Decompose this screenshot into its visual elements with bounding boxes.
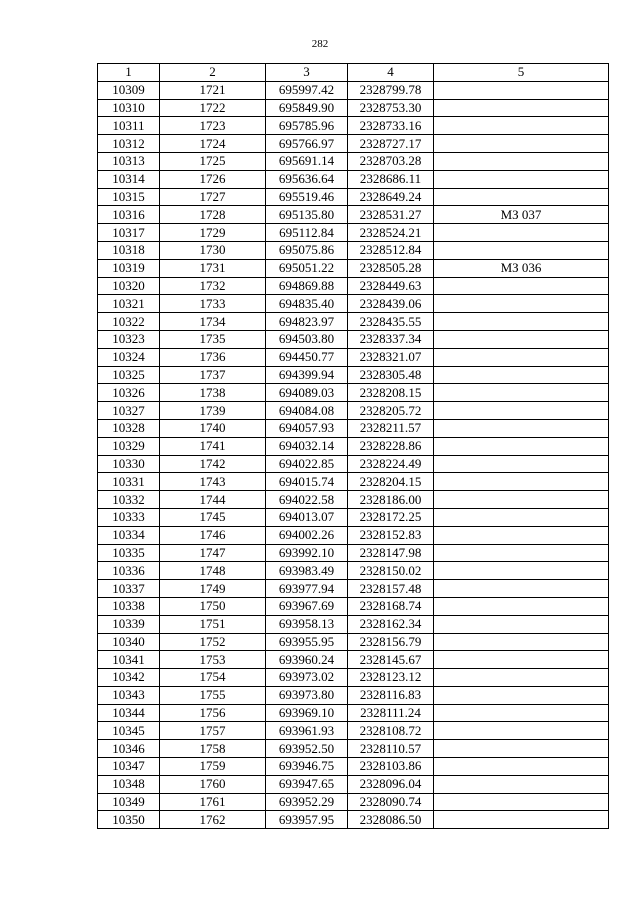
table-cell: 2328157.48 [348,580,434,598]
table-cell [434,669,609,687]
table-cell: 1722 [160,99,266,117]
table-cell [434,402,609,420]
table-body [98,81,609,828]
table-cell: 2328512.84 [348,241,434,259]
table-cell: 693955.95 [266,633,348,651]
table-cell [434,544,609,562]
table-cell: 1739 [160,402,266,420]
table-cell: 1762 [160,811,266,829]
table-cell: 694002.26 [266,526,348,544]
table-cell [434,366,609,384]
table-row [98,580,609,598]
table-cell: 10329 [98,437,160,455]
table-row [98,135,609,153]
table-cell: 1743 [160,473,266,491]
table-cell: 2328449.63 [348,277,434,295]
table-cell: 2328439.06 [348,295,434,313]
table-row [98,722,609,740]
table-row [98,508,609,526]
table-cell [434,758,609,776]
table-cell: 1745 [160,508,266,526]
table-row [98,224,609,242]
table-cell: 10333 [98,508,160,526]
table-cell [434,580,609,598]
table-cell: 1723 [160,117,266,135]
table-row [98,473,609,491]
table-cell: 10338 [98,597,160,615]
table-row [98,686,609,704]
table-cell: 693977.94 [266,580,348,598]
table-cell: 2328150.02 [348,562,434,580]
table-cell: 1748 [160,562,266,580]
table-cell [434,348,609,366]
table-cell: 695997.42 [266,81,348,99]
table-cell: 2328531.27 [348,206,434,224]
table-cell: 1731 [160,259,266,277]
table-cell: 695051.22 [266,259,348,277]
table-cell [434,295,609,313]
table-cell: 1736 [160,348,266,366]
table-row [98,366,609,384]
table-cell: 2328116.83 [348,686,434,704]
table-cell [434,455,609,473]
table-cell: 695785.96 [266,117,348,135]
table-cell: 1740 [160,419,266,437]
table-cell [434,722,609,740]
table-cell: 10324 [98,348,160,366]
table-cell: 694450.77 [266,348,348,366]
table-row [98,170,609,188]
table-cell: 1753 [160,651,266,669]
table-cell: 10341 [98,651,160,669]
table-cell: 10323 [98,330,160,348]
coordinates-table [97,63,609,829]
table-cell: 2328686.11 [348,170,434,188]
table-row [98,206,609,224]
table-cell: 10348 [98,775,160,793]
table-cell: 2328224.49 [348,455,434,473]
table-cell: 1754 [160,669,266,687]
table-row [98,99,609,117]
table-row [98,704,609,722]
table-cell: 10309 [98,81,160,99]
table-cell: 2328505.28 [348,259,434,277]
table-cell [434,491,609,509]
table-cell [434,224,609,242]
table-cell: 693973.80 [266,686,348,704]
table-row [98,81,609,99]
table-cell: 10332 [98,491,160,509]
table-cell: 1751 [160,615,266,633]
table-row [98,491,609,509]
table-cell: 1752 [160,633,266,651]
table-row [98,295,609,313]
table-cell [434,99,609,117]
table-cell: 1730 [160,241,266,259]
table-row [98,597,609,615]
table-cell: 10340 [98,633,160,651]
table-cell: 693960.24 [266,651,348,669]
table-cell [434,384,609,402]
table-row [98,455,609,473]
table-row [98,758,609,776]
table-cell: 695766.97 [266,135,348,153]
table-cell: 10342 [98,669,160,687]
table-cell: 10334 [98,526,160,544]
table-cell: 693957.95 [266,811,348,829]
table-cell: 693947.65 [266,775,348,793]
table-cell: 1738 [160,384,266,402]
table-cell: 2328186.00 [348,491,434,509]
table-cell: 2328205.72 [348,402,434,420]
table-cell: 694032.14 [266,437,348,455]
table-row [98,313,609,331]
table-cell: 2328147.98 [348,544,434,562]
table-cell: 2328090.74 [348,793,434,811]
table-cell: 10345 [98,722,160,740]
table-cell: 695849.90 [266,99,348,117]
table-cell: 10344 [98,704,160,722]
column-header: 1 [98,64,160,82]
table-row [98,330,609,348]
table-cell: 2328211.57 [348,419,434,437]
table-cell: 2328172.25 [348,508,434,526]
table-cell [434,651,609,669]
table-cell: 2328111.24 [348,704,434,722]
table-cell: 10343 [98,686,160,704]
table-row [98,651,609,669]
table-cell: 10335 [98,544,160,562]
table-cell [434,313,609,331]
table-row [98,633,609,651]
table-cell: 1734 [160,313,266,331]
table-cell [434,793,609,811]
column-header: 3 [266,64,348,82]
table-cell [434,419,609,437]
table-cell: 693958.13 [266,615,348,633]
table-cell: 2328208.15 [348,384,434,402]
table-cell: 2328156.79 [348,633,434,651]
table-cell: 1742 [160,455,266,473]
table-cell: 1756 [160,704,266,722]
table-cell: 10337 [98,580,160,598]
table-cell: 10339 [98,615,160,633]
table-cell: 693967.69 [266,597,348,615]
table-row [98,384,609,402]
table-row [98,188,609,206]
column-header: 2 [160,64,266,82]
table-cell: 2328305.48 [348,366,434,384]
table-row [98,775,609,793]
table-cell: 2328649.24 [348,188,434,206]
table-row [98,811,609,829]
table-cell: 2328096.04 [348,775,434,793]
table-cell: 1729 [160,224,266,242]
table-cell: 2328110.57 [348,740,434,758]
table-cell: 1725 [160,152,266,170]
table-row [98,348,609,366]
table-cell: 1747 [160,544,266,562]
table-cell: 694399.94 [266,366,348,384]
table-cell: МЗ 036 [434,259,609,277]
table-cell: МЗ 037 [434,206,609,224]
table-cell: 2328204.15 [348,473,434,491]
table-cell: 1737 [160,366,266,384]
table-cell [434,686,609,704]
table-row [98,544,609,562]
table-cell: 10346 [98,740,160,758]
table-row [98,526,609,544]
table-cell: 10314 [98,170,160,188]
table-cell: 1726 [160,170,266,188]
column-header: 5 [434,64,609,82]
table-row [98,241,609,259]
table-cell: 1744 [160,491,266,509]
table-cell: 10327 [98,402,160,420]
table-cell: 10310 [98,99,160,117]
table-cell: 1741 [160,437,266,455]
table-cell: 2328152.83 [348,526,434,544]
table-cell [434,437,609,455]
table-cell: 1757 [160,722,266,740]
table-cell [434,704,609,722]
table-cell [434,508,609,526]
table-cell [434,135,609,153]
table-cell [434,170,609,188]
table-row [98,562,609,580]
table-cell: 10315 [98,188,160,206]
table-cell [434,117,609,135]
table-cell: 10331 [98,473,160,491]
table-row [98,259,609,277]
table-cell [434,241,609,259]
table-cell: 694022.58 [266,491,348,509]
table-cell: 10317 [98,224,160,242]
table-cell: 695636.64 [266,170,348,188]
table-cell: 1728 [160,206,266,224]
table-cell: 2328703.28 [348,152,434,170]
table-cell: 2328753.30 [348,99,434,117]
table-cell [434,597,609,615]
table-cell: 1750 [160,597,266,615]
page-number: 282 [311,38,329,50]
table-row [98,152,609,170]
table-cell: 10320 [98,277,160,295]
table-cell: 10336 [98,562,160,580]
table-cell [434,740,609,758]
table-cell: 10349 [98,793,160,811]
table-cell: 1761 [160,793,266,811]
table-cell: 1733 [160,295,266,313]
table-cell: 10350 [98,811,160,829]
table-cell: 10328 [98,419,160,437]
table-cell: 2328727.17 [348,135,434,153]
table-cell: 2328123.12 [348,669,434,687]
table-cell: 693946.75 [266,758,348,776]
table-cell: 1746 [160,526,266,544]
table-cell [434,811,609,829]
table-cell [434,633,609,651]
table-cell: 695112.84 [266,224,348,242]
table-row [98,117,609,135]
table-cell: 2328524.21 [348,224,434,242]
table-cell [434,775,609,793]
table-cell: 10312 [98,135,160,153]
table-cell: 693952.50 [266,740,348,758]
table-cell: 2328337.34 [348,330,434,348]
table-cell: 694022.85 [266,455,348,473]
table-cell: 1732 [160,277,266,295]
table-cell: 2328733.16 [348,117,434,135]
table-cell: 10322 [98,313,160,331]
table-row [98,402,609,420]
table-cell [434,615,609,633]
table-cell: 1758 [160,740,266,758]
table-cell [434,473,609,491]
table-cell: 693992.10 [266,544,348,562]
table-cell: 693961.93 [266,722,348,740]
table-cell: 1759 [160,758,266,776]
table-cell: 2328168.74 [348,597,434,615]
table-cell: 694089.03 [266,384,348,402]
table-cell: 1721 [160,81,266,99]
column-header: 4 [348,64,434,82]
table-cell [434,277,609,295]
table-cell [434,188,609,206]
table-cell: 10316 [98,206,160,224]
table-cell: 2328162.34 [348,615,434,633]
table-cell: 2328435.55 [348,313,434,331]
table-cell: 10321 [98,295,160,313]
table-cell: 2328108.72 [348,722,434,740]
table-cell: 693973.02 [266,669,348,687]
table-cell: 694013.07 [266,508,348,526]
table-cell: 10318 [98,241,160,259]
table-cell: 695691.14 [266,152,348,170]
table-cell: 1755 [160,686,266,704]
table-cell: 10347 [98,758,160,776]
table-cell: 2328103.86 [348,758,434,776]
table-cell: 694823.97 [266,313,348,331]
table-cell [434,562,609,580]
table-cell: 2328086.50 [348,811,434,829]
table-cell [434,81,609,99]
table-row [98,669,609,687]
table-row [98,277,609,295]
table-cell: 1727 [160,188,266,206]
table-cell: 10311 [98,117,160,135]
table-row [98,419,609,437]
table-cell [434,152,609,170]
table-cell: 694503.80 [266,330,348,348]
table-cell: 694057.93 [266,419,348,437]
table-cell: 2328145.67 [348,651,434,669]
table-cell: 693952.29 [266,793,348,811]
table-row [98,437,609,455]
table-header-row [98,64,609,82]
table-cell: 695519.46 [266,188,348,206]
table-cell: 1760 [160,775,266,793]
table-cell: 693983.49 [266,562,348,580]
table-row [98,615,609,633]
table-row [98,793,609,811]
table-cell: 10330 [98,455,160,473]
table-cell: 694869.88 [266,277,348,295]
table-cell: 693969.10 [266,704,348,722]
table-cell: 695075.86 [266,241,348,259]
table-cell: 10313 [98,152,160,170]
table-cell: 2328228.86 [348,437,434,455]
table-cell: 694835.40 [266,295,348,313]
table-cell: 10319 [98,259,160,277]
table-cell: 1724 [160,135,266,153]
table-cell: 1735 [160,330,266,348]
table-cell: 694015.74 [266,473,348,491]
table-cell: 1749 [160,580,266,598]
table-cell [434,330,609,348]
table-row [98,740,609,758]
table-cell: 695135.80 [266,206,348,224]
table-cell: 694084.08 [266,402,348,420]
table-cell [434,526,609,544]
table-cell: 10325 [98,366,160,384]
table-cell: 10326 [98,384,160,402]
table-cell: 2328799.78 [348,81,434,99]
table-cell: 2328321.07 [348,348,434,366]
